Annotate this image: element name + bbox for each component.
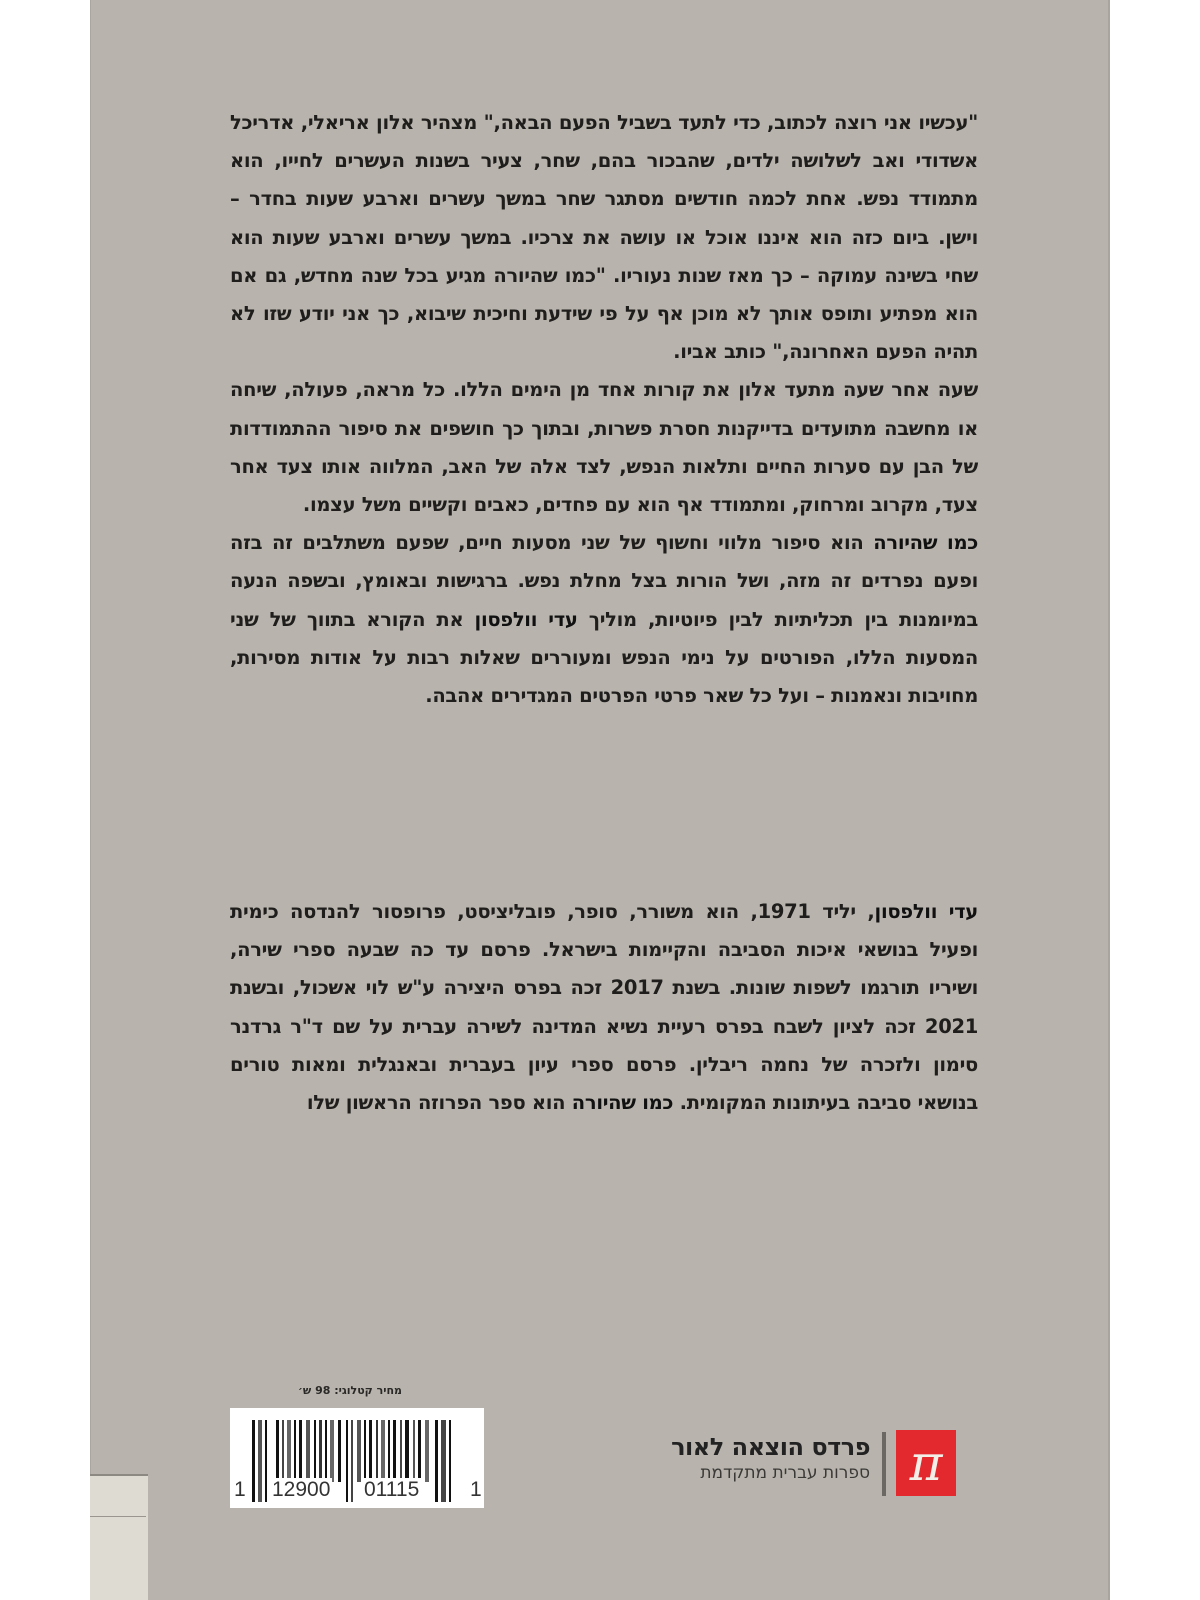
catalog-price: מחיר קטלוגי: 98 ש׳ (298, 1384, 402, 1397)
blurb-paragraph-3 (230, 524, 978, 715)
barcode-digit-right: 1 (470, 1478, 482, 1501)
publisher-name: פרדס הוצאה לאור (671, 1433, 870, 1461)
publisher-divider (882, 1432, 886, 1496)
author-name-bold: עדי וולפסון (474, 607, 578, 631)
blurb-paragraph-3-text-a: הוא סיפור מלווי וחשוף של שני מסעות חיים, שפעם משתלבים זה בזה ופעם נפרדים זה מזה, ושל הורות בצל מחלת נפש. ברגישות ובאומץ, ובשפה הנעה במיומנות בין תכליתיות לבין פיוטיות, מוליך (230, 531, 978, 631)
author-bio-text-a: , יליד 1971, הוא משורר, סופר, פובליציסט, פרופסור להנדסה כימית ופעיל בנושאי איכות הסביבה והקיימות בישראל. פרסם עד כה שבעה ספרי שירה, ושיריו תורגמו לשפות שונות. בשנת 2017 זכה בפרס היצירה ע"ש לוי אשכול, ובשנת 2021 זכה לציון לשבח בפרס רעיית נשיא המדינה לשירה עברית על שם ד"ר גרדנר סימון ולזכרה של נחמה ריבלין. פרסם ספרי עיון בעברית ובאנגלית ומאות טורים בנושאי סביבה בעיתונות המקומית. (230, 900, 978, 1115)
barcode (230, 1408, 484, 1508)
author-bio-paragraph (230, 893, 978, 1122)
blurb-paragraph-3-text-b: את הקורא בתווך של שני המסעות הללו, הפורטים על נימי הנפש ומעוררים שאלות רבות על אודות מסירות, מחויבות ונאמנות – ועל כל שאר פרטי הפרטים המגדירים אהבה. (230, 607, 978, 708)
barcode-group-1: 12900 (272, 1478, 331, 1501)
sticker-remnant (90, 1474, 148, 1600)
author-name-bold: עדי וולפסון (874, 900, 978, 923)
sticker-line (90, 1516, 146, 1517)
book-title-bold: כמו שהיורה (873, 531, 979, 555)
back-cover-blurb (230, 104, 978, 715)
publisher-tagline: ספרות עברית מתקדמת (700, 1463, 870, 1483)
blurb-paragraph-2: שעה אחר שעה מתעד אלון את קורות אחד מן הימים הללו. כל מראה, פעולה, שיחה או מחשבה מתועדים בדייקנות חסרת פשרות, ובתוך כך חושפים את סיפור ההתמודדות של הבן עם סערות החיים ותלאות הנפש, לצד אלה של האב, המלווה אותו צעד אחר צעד, מקרוב ומרחוק, ומתמודד אף הוא עם פחדים, כאבים וקשיים משל עצמו. (230, 378, 978, 517)
pi-logo-icon: π (896, 1430, 956, 1496)
barcode-digit-left: 1 (234, 1478, 246, 1501)
barcode-group-2: 01115 (364, 1478, 420, 1501)
blurb-paragraph-1: "עכשיו אני רוצה לכתוב, כדי לתעד בשביל הפעם הבאה," מצהיר אלון אריאלי, אדריכל אשדודי ואב לשלושה ילדים, שהבכור בהם, שחר, צעיר בשנות העשרים לחייו, הוא מתמודד נפש. אחת לכמה חודשים מסתגר שחר במשך עשרים וארבע שעות בחדר – וישן. ביום כזה הוא איננו אוכל או עושה את צרכיו. במשך עשרים וארבע שעות הוא שחי בשינה עמוקה – כך מאז שנות נעוריו. "כמו שהיורה מגיע בכל שנה מחדש, גם אם הוא מפתיע ותופס אותך לא מוכן אף על פי שידעת וחיכית שיבוא, כך אני יודע שזו לא תהיה הפעם האחרונה," כותב אביו. (230, 111, 978, 364)
book-title-bold: כמו שהיורה (571, 1091, 674, 1115)
author-bio-text-b: הוא ספר הפרוזה הראשון שלו (306, 1091, 572, 1115)
barcode-bars-icon (230, 1408, 484, 1508)
publisher-block (600, 1432, 870, 1484)
author-bio (230, 893, 978, 1122)
